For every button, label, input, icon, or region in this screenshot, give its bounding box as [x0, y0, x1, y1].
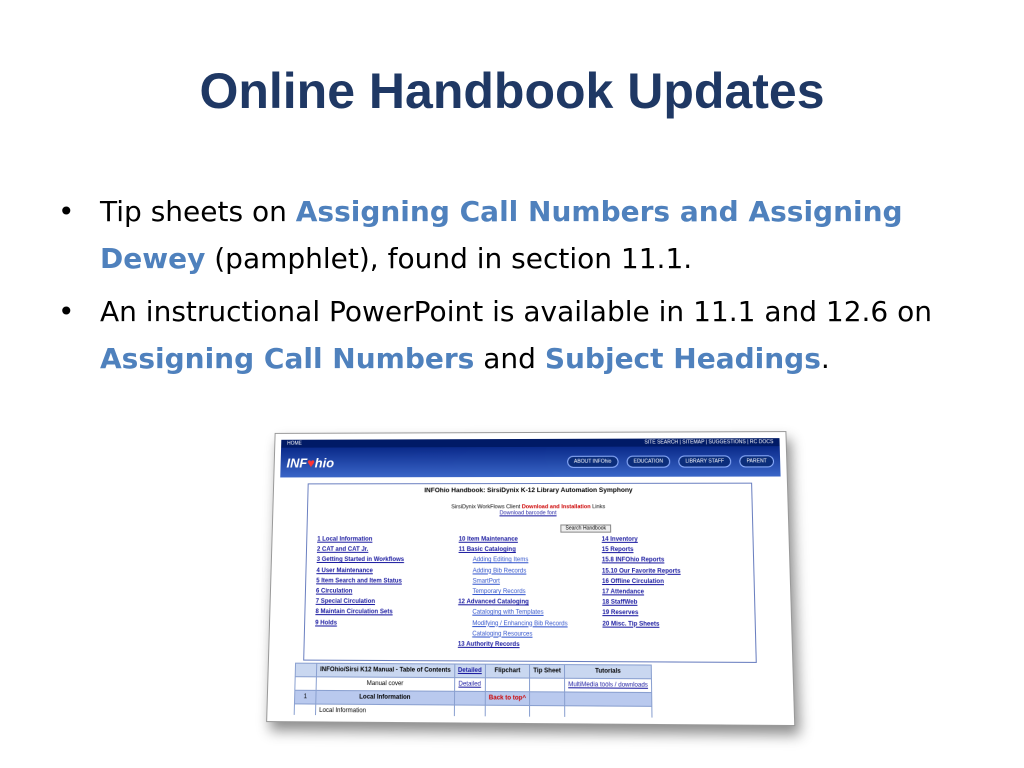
client-line-post: Links	[590, 504, 606, 511]
section-title: Local Information	[316, 690, 454, 705]
bullet1-highlight: Assigning Call Numbers and Assigning Dewey	[100, 195, 903, 275]
manual-cover-cell: Manual cover	[316, 677, 454, 691]
barcode-font-link[interactable]: Download barcode font	[499, 510, 557, 517]
section-number: 1	[294, 690, 316, 704]
toc-item[interactable]: 16 Offline Circulation	[602, 578, 664, 585]
toc-item[interactable]: 11 Basic Cataloging	[458, 547, 516, 554]
nav-education-button[interactable]: EDUCATION	[627, 456, 671, 468]
bullet1-suffix: (pamphlet), found in section 11.1.	[205, 242, 693, 275]
toc-subitem[interactable]: Temporary Records	[472, 588, 526, 596]
toc-item[interactable]: 12 Advanced Cataloging	[458, 599, 529, 606]
bullet-dot-icon: •	[58, 195, 75, 228]
toc-item[interactable]: 19 Reserves	[602, 610, 639, 617]
toc-subitem[interactable]: Cataloging Resources	[472, 630, 533, 638]
nav-library-staff-button[interactable]: LIBRARY STAFF	[678, 455, 731, 467]
toc-item[interactable]: 18 StaffWeb	[602, 599, 638, 606]
toc-item[interactable]: 5 Item Search and Item Status	[316, 577, 402, 585]
bullet-dot-icon: •	[58, 295, 75, 328]
toc-item[interactable]: 8 Maintain Circulation Sets	[315, 609, 393, 616]
toc-item[interactable]: 7 Special Circulation	[315, 598, 376, 606]
toc-subitem[interactable]: Modifying / Enhancing Bib Records	[472, 620, 568, 627]
toc-item[interactable]: 6 Circulation	[315, 588, 353, 595]
logo-text-b: hio	[314, 454, 335, 470]
toc-subitem[interactable]: Adding Editing Items	[472, 557, 529, 564]
table-row	[294, 704, 652, 719]
manual-detailed-link[interactable]: Detailed	[454, 678, 485, 692]
toc-item[interactable]: 20 Misc. Tip Sheets	[602, 620, 660, 628]
toc-item[interactable]: 9 Holds	[315, 619, 338, 627]
bullet-item-tip-sheets	[58, 188, 958, 282]
toc-item[interactable]: 10 Item Maintenance	[458, 536, 518, 543]
header-tip-sheet: Tip Sheet	[530, 664, 565, 678]
topbar-home-link[interactable]: HOME	[287, 440, 302, 447]
header-detailed[interactable]: Detailed	[454, 664, 485, 678]
bullet2-mid: and	[474, 342, 545, 375]
handbook-screenshot	[266, 431, 795, 726]
infohio-logo	[286, 455, 334, 470]
header-tutorials: Tutorials	[565, 665, 652, 679]
toc-item[interactable]: 1 Local Information	[317, 536, 373, 543]
toc-grid	[314, 537, 749, 654]
bullet2-suffix: .	[820, 342, 830, 375]
bullet2-highlight-subject-headings: Subject Headings	[544, 342, 821, 375]
download-install-link[interactable]: Download and Installation	[521, 504, 591, 511]
back-to-top-link[interactable]: Back to top^	[485, 691, 529, 705]
toc-item[interactable]: 3 Getting Started in Workflows	[316, 557, 405, 564]
subsection-title: Local Information	[315, 704, 454, 719]
logo-heart-icon: ♥	[307, 455, 316, 470]
nav-about-button[interactable]: ABOUT INFOhio	[567, 456, 619, 468]
toc-subitem[interactable]: SmartPort	[472, 578, 500, 585]
toc-item[interactable]: 2 CAT and CAT Jr.	[316, 546, 369, 554]
toc-item[interactable]: 4 User Maintenance	[316, 567, 373, 574]
toc-item[interactable]: 15 Reports	[601, 547, 634, 554]
multimedia-tools-link[interactable]: MultiMedia tools / downloads	[565, 678, 652, 692]
handbook-page	[273, 438, 787, 718]
bullet-item-powerpoint	[58, 288, 958, 382]
search-handbook-button[interactable]: Search Handbook	[560, 524, 611, 532]
toc-column-1	[314, 537, 458, 652]
toc-item[interactable]: 15.10 Our Favorite Reports	[601, 568, 681, 575]
toc-subitem[interactable]: Cataloging with Templates	[472, 609, 544, 617]
bullet1-text: Tip sheets on	[100, 195, 296, 228]
topbar-links[interactable]: SITE SEARCH | SITEMAP | SUGGESTIONS | RC DOCS	[644, 439, 774, 446]
handbook-panel	[303, 483, 757, 663]
bullet2-highlight-call-numbers: Assigning Call Numbers	[100, 342, 475, 375]
panel-title: INFOhio Handbook: SirsiDynix K-12 Library Automation Symphony	[424, 486, 633, 495]
nav-parent-button[interactable]: PARENT	[739, 455, 774, 467]
toc-subitem[interactable]: Adding Bib Records	[472, 567, 527, 575]
toc-column-2	[458, 537, 603, 653]
bullet2-text: An instructional PowerPoint is available in 11.1 and 12.6 on	[100, 295, 933, 328]
logo-text-a: INF	[286, 455, 308, 470]
toc-column-3	[602, 537, 750, 654]
toc-item[interactable]: 17 Attendance	[602, 589, 645, 596]
toc-item[interactable]: 14 Inventory	[601, 536, 638, 543]
slide-title: Online Handbook Updates	[199, 63, 825, 119]
site-nav	[280, 446, 780, 477]
toc-item[interactable]: 15.8 INFOhio Reports	[601, 557, 665, 564]
manual-toc-table	[294, 663, 653, 719]
header-flipchart: Flipchart	[485, 664, 529, 678]
header-manual-toc: INFOhio/Sirsi K12 Manual - Table of Contents	[316, 663, 454, 677]
toc-item[interactable]: 13 Authority Records	[457, 641, 520, 648]
client-line-pre: SirsiDynix WorkFlows Client	[451, 504, 522, 511]
bullet-list	[58, 188, 958, 388]
